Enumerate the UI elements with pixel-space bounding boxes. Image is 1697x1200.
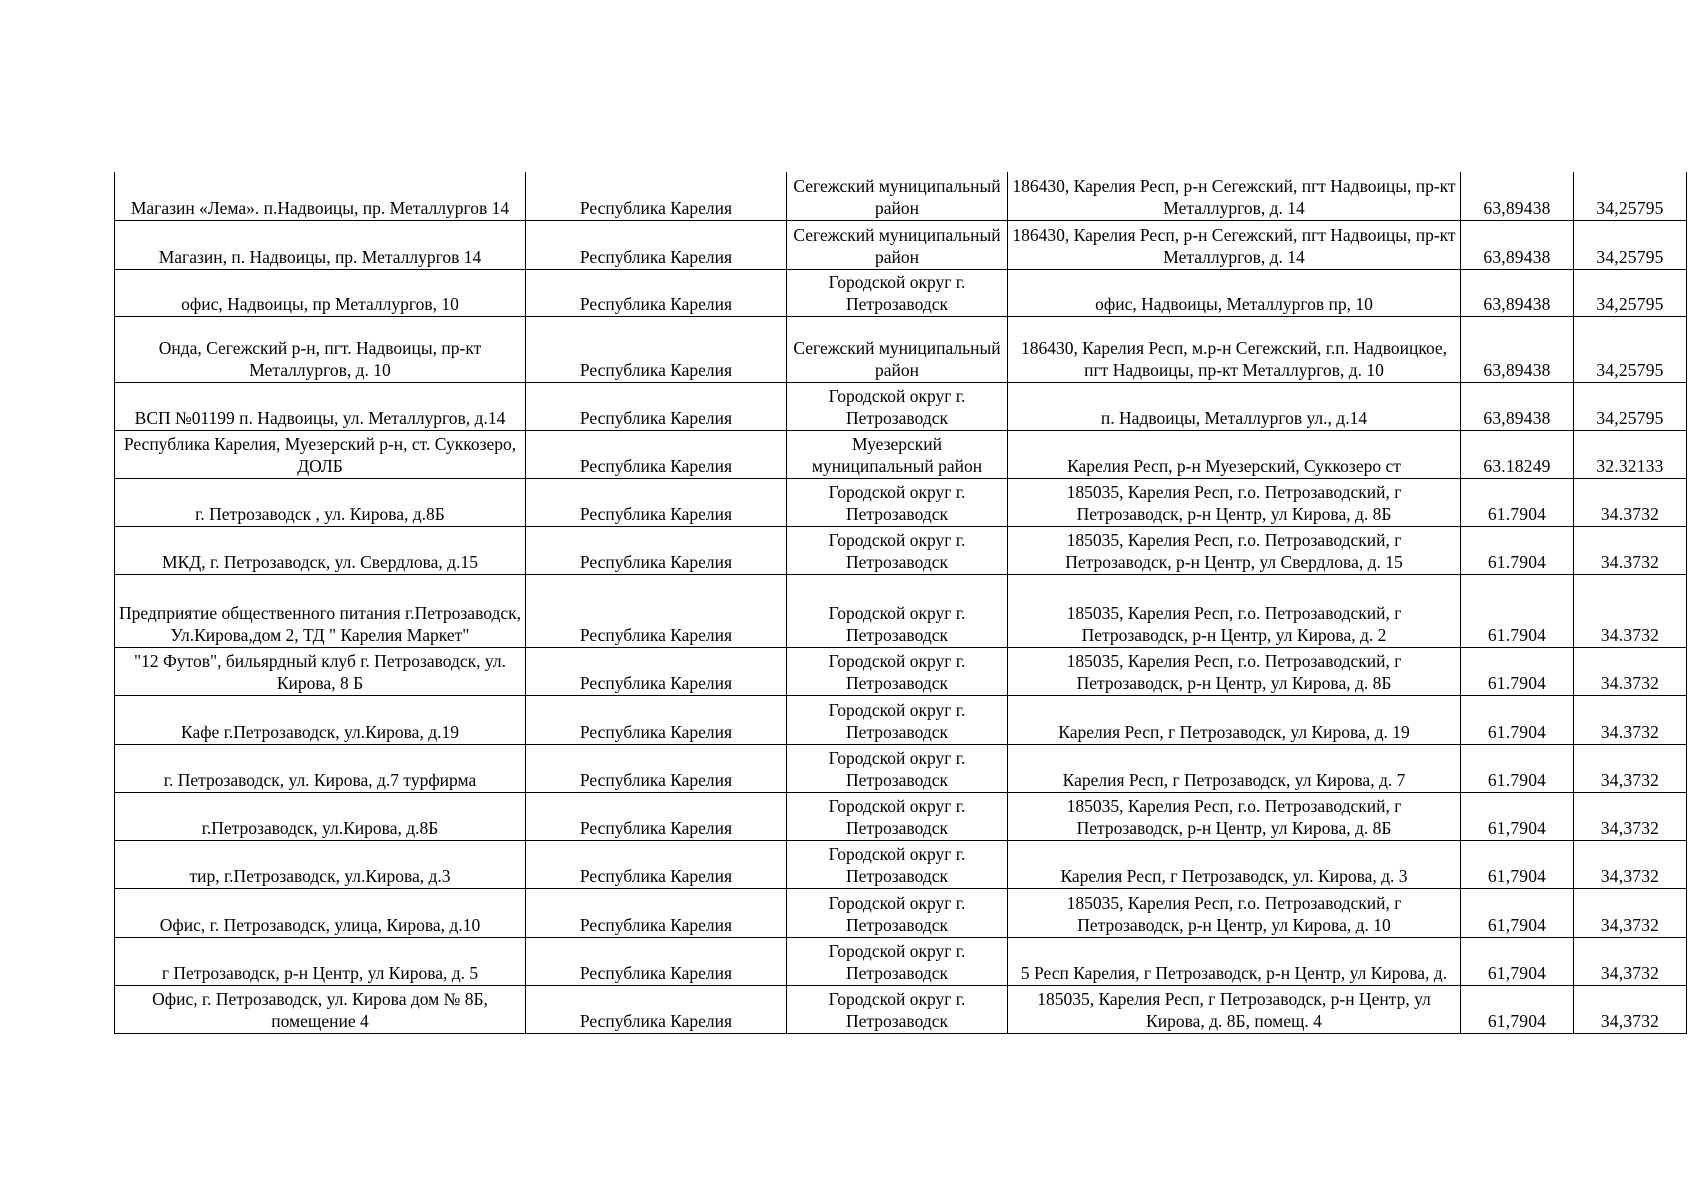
- municipality-cell: Городской округ г. Петрозаводск: [787, 574, 1008, 647]
- address-cell: 185035, Карелия Респ, г Петрозаводск, р-н Центр, ул Кирова, д. 8Б, помещ. 4: [1008, 985, 1461, 1033]
- region-cell: Республика Карелия: [526, 316, 787, 382]
- table-row: [115, 172, 1687, 220]
- longitude-cell: 34,3732: [1574, 792, 1687, 840]
- table-row: [115, 888, 1687, 937]
- region-cell: Республика Карелия: [526, 172, 787, 220]
- municipality-cell: Городской округ г. Петрозаводск: [787, 792, 1008, 840]
- longitude-cell: 34.3732: [1574, 526, 1687, 574]
- latitude-cell: 61,7904: [1461, 937, 1574, 985]
- latitude-cell: 61,7904: [1461, 792, 1574, 840]
- longitude-cell: 34.3732: [1574, 695, 1687, 744]
- latitude-cell: 61.7904: [1461, 647, 1574, 695]
- address-cell: 186430, Карелия Респ, м.р-н Сегежский, г.п. Надвоицкое, пгт Надвоицы, пр-кт Металлургов, д. 10: [1008, 316, 1461, 382]
- latitude-cell: 63.18249: [1461, 430, 1574, 478]
- address-cell: 185035, Карелия Респ, г.о. Петрозаводский, г Петрозаводск, р-н Центр, ул Кирова, д. 2: [1008, 574, 1461, 647]
- longitude-cell: 34,3732: [1574, 985, 1687, 1033]
- table-row: [115, 574, 1687, 647]
- longitude-cell: 32.32133: [1574, 430, 1687, 478]
- region-cell: Республика Карелия: [526, 647, 787, 695]
- table-row: [115, 792, 1687, 840]
- latitude-cell: 61.7904: [1461, 574, 1574, 647]
- address-cell: 185035, Карелия Респ, г.о. Петрозаводский, г Петрозаводск, р-н Центр, ул Кирова, д. 8Б: [1008, 478, 1461, 526]
- table-row: [115, 985, 1687, 1033]
- object-name-cell: Магазин «Лема». п.Надвоицы, пр. Металлургов 14: [115, 172, 526, 220]
- object-name-cell: ВСП №01199 п. Надвоицы, ул. Металлургов, д.14: [115, 382, 526, 430]
- region-cell: Республика Карелия: [526, 985, 787, 1033]
- address-cell: Карелия Респ, р-н Муезерский, Суккозеро ст: [1008, 430, 1461, 478]
- object-name-cell: Офис, г. Петрозаводск, ул. Кирова дом № 8Б, помещение 4: [115, 985, 526, 1033]
- region-cell: Республика Карелия: [526, 695, 787, 744]
- address-cell: 185035, Карелия Респ, г.о. Петрозаводский, г Петрозаводск, р-н Центр, ул Кирова, д. 10: [1008, 888, 1461, 937]
- address-cell: 5 Респ Карелия, г Петрозаводск, р-н Центр, ул Кирова, д.: [1008, 937, 1461, 985]
- longitude-cell: 34,25795: [1574, 316, 1687, 382]
- latitude-cell: 63,89438: [1461, 316, 1574, 382]
- latitude-cell: 61.7904: [1461, 478, 1574, 526]
- municipality-cell: Сегежский муниципальный район: [787, 172, 1008, 220]
- municipality-cell: Городской округ г. Петрозаводск: [787, 985, 1008, 1033]
- object-name-cell: Офис, г. Петрозаводск, улица, Кирова, д.10: [115, 888, 526, 937]
- latitude-cell: 61,7904: [1461, 985, 1574, 1033]
- longitude-cell: 34,25795: [1574, 382, 1687, 430]
- municipality-cell: Городской округ г. Петрозаводск: [787, 382, 1008, 430]
- municipality-cell: Городской округ г. Петрозаводск: [787, 695, 1008, 744]
- table-row: [115, 316, 1687, 382]
- table-row: [115, 695, 1687, 744]
- region-cell: Республика Карелия: [526, 937, 787, 985]
- region-cell: Республика Карелия: [526, 220, 787, 269]
- latitude-cell: 63,89438: [1461, 382, 1574, 430]
- object-name-cell: Республика Карелия, Муезерский р-н, ст. Суккозеро, ДОЛБ: [115, 430, 526, 478]
- municipality-cell: Сегежский муниципальный район: [787, 220, 1008, 269]
- object-name-cell: г Петрозаводск, р-н Центр, ул Кирова, д. 5: [115, 937, 526, 985]
- object-name-cell: г. Петрозаводск, ул. Кирова, д.7 турфирма: [115, 744, 526, 792]
- region-cell: Республика Карелия: [526, 792, 787, 840]
- table-row: [115, 526, 1687, 574]
- longitude-cell: 34.3732: [1574, 478, 1687, 526]
- table-row: [115, 478, 1687, 526]
- table-row: [115, 220, 1687, 269]
- municipality-cell: Городской округ г. Петрозаводск: [787, 526, 1008, 574]
- region-cell: Республика Карелия: [526, 526, 787, 574]
- address-table-body: [115, 172, 1687, 1033]
- longitude-cell: 34,25795: [1574, 172, 1687, 220]
- longitude-cell: 34.3732: [1574, 574, 1687, 647]
- object-name-cell: г.Петрозаводск, ул.Кирова, д.8Б: [115, 792, 526, 840]
- address-table: [114, 172, 1687, 1034]
- region-cell: Республика Карелия: [526, 840, 787, 888]
- region-cell: Республика Карелия: [526, 478, 787, 526]
- municipality-cell: Сегежский муниципальный район: [787, 316, 1008, 382]
- longitude-cell: 34,3732: [1574, 937, 1687, 985]
- object-name-cell: Предприятие общественного питания г.Петрозаводск, Ул.Кирова,дом 2, ТД " Карелия Маркет": [115, 574, 526, 647]
- municipality-cell: Городской округ г. Петрозаводск: [787, 840, 1008, 888]
- longitude-cell: 34,3732: [1574, 840, 1687, 888]
- object-name-cell: офис, Надвоицы, пр Металлургов, 10: [115, 269, 526, 316]
- address-cell: п. Надвоицы, Металлургов ул., д.14: [1008, 382, 1461, 430]
- address-cell: офис, Надвоицы, Металлургов пр, 10: [1008, 269, 1461, 316]
- address-cell: 185035, Карелия Респ, г.о. Петрозаводский, г Петрозаводск, р-н Центр, ул Свердлова, д. 15: [1008, 526, 1461, 574]
- latitude-cell: 63,89438: [1461, 172, 1574, 220]
- address-cell: 186430, Карелия Респ, р-н Сегежский, пгт Надвоицы, пр-кт Металлургов, д. 14: [1008, 220, 1461, 269]
- address-cell: 186430, Карелия Респ, р-н Сегежский, пгт Надвоицы, пр-кт Металлургов, д. 14: [1008, 172, 1461, 220]
- table-row: [115, 430, 1687, 478]
- region-cell: Республика Карелия: [526, 382, 787, 430]
- object-name-cell: Кафе г.Петрозаводск, ул.Кирова, д.19: [115, 695, 526, 744]
- latitude-cell: 61,7904: [1461, 840, 1574, 888]
- municipality-cell: Городской округ г. Петрозаводск: [787, 888, 1008, 937]
- object-name-cell: МКД, г. Петрозаводск, ул. Свердлова, д.15: [115, 526, 526, 574]
- address-cell: Карелия Респ, г Петрозаводск, ул Кирова, д. 19: [1008, 695, 1461, 744]
- municipality-cell: Городской округ г. Петрозаводск: [787, 744, 1008, 792]
- object-name-cell: Онда, Сегежский р-н, пгт. Надвоицы, пр-кт Металлургов, д. 10: [115, 316, 526, 382]
- address-cell: Карелия Респ, г Петрозаводск, ул Кирова, д. 7: [1008, 744, 1461, 792]
- region-cell: Республика Карелия: [526, 269, 787, 316]
- latitude-cell: 61.7904: [1461, 744, 1574, 792]
- latitude-cell: 63,89438: [1461, 220, 1574, 269]
- latitude-cell: 61,7904: [1461, 888, 1574, 937]
- object-name-cell: "12 Футов", бильярдный клуб г. Петрозаводск, ул. Кирова, 8 Б: [115, 647, 526, 695]
- region-cell: Республика Карелия: [526, 430, 787, 478]
- table-row: [115, 269, 1687, 316]
- region-cell: Республика Карелия: [526, 574, 787, 647]
- address-cell: 185035, Карелия Респ, г.о. Петрозаводский, г Петрозаводск, р-н Центр, ул Кирова, д. 8Б: [1008, 647, 1461, 695]
- municipality-cell: Городской округ г. Петрозаводск: [787, 269, 1008, 316]
- latitude-cell: 63,89438: [1461, 269, 1574, 316]
- table-row: [115, 647, 1687, 695]
- table-row: [115, 382, 1687, 430]
- table-row: [115, 840, 1687, 888]
- longitude-cell: 34,3732: [1574, 888, 1687, 937]
- longitude-cell: 34,25795: [1574, 220, 1687, 269]
- longitude-cell: 34.3732: [1574, 647, 1687, 695]
- municipality-cell: Городской округ г. Петрозаводск: [787, 478, 1008, 526]
- municipality-cell: Муезерский муниципальный район: [787, 430, 1008, 478]
- latitude-cell: 61.7904: [1461, 695, 1574, 744]
- latitude-cell: 61.7904: [1461, 526, 1574, 574]
- object-name-cell: г. Петрозаводск , ул. Кирова, д.8Б: [115, 478, 526, 526]
- region-cell: Республика Карелия: [526, 744, 787, 792]
- longitude-cell: 34,25795: [1574, 269, 1687, 316]
- municipality-cell: Городской округ г. Петрозаводск: [787, 937, 1008, 985]
- table-row: [115, 744, 1687, 792]
- municipality-cell: Городской округ г. Петрозаводск: [787, 647, 1008, 695]
- object-name-cell: тир, г.Петрозаводск, ул.Кирова, д.3: [115, 840, 526, 888]
- address-cell: Карелия Респ, г Петрозаводск, ул. Кирова, д. 3: [1008, 840, 1461, 888]
- region-cell: Республика Карелия: [526, 888, 787, 937]
- object-name-cell: Магазин, п. Надвоицы, пр. Металлургов 14: [115, 220, 526, 269]
- longitude-cell: 34,3732: [1574, 744, 1687, 792]
- address-cell: 185035, Карелия Респ, г.о. Петрозаводский, г Петрозаводск, р-н Центр, ул Кирова, д. 8Б: [1008, 792, 1461, 840]
- table-row: [115, 937, 1687, 985]
